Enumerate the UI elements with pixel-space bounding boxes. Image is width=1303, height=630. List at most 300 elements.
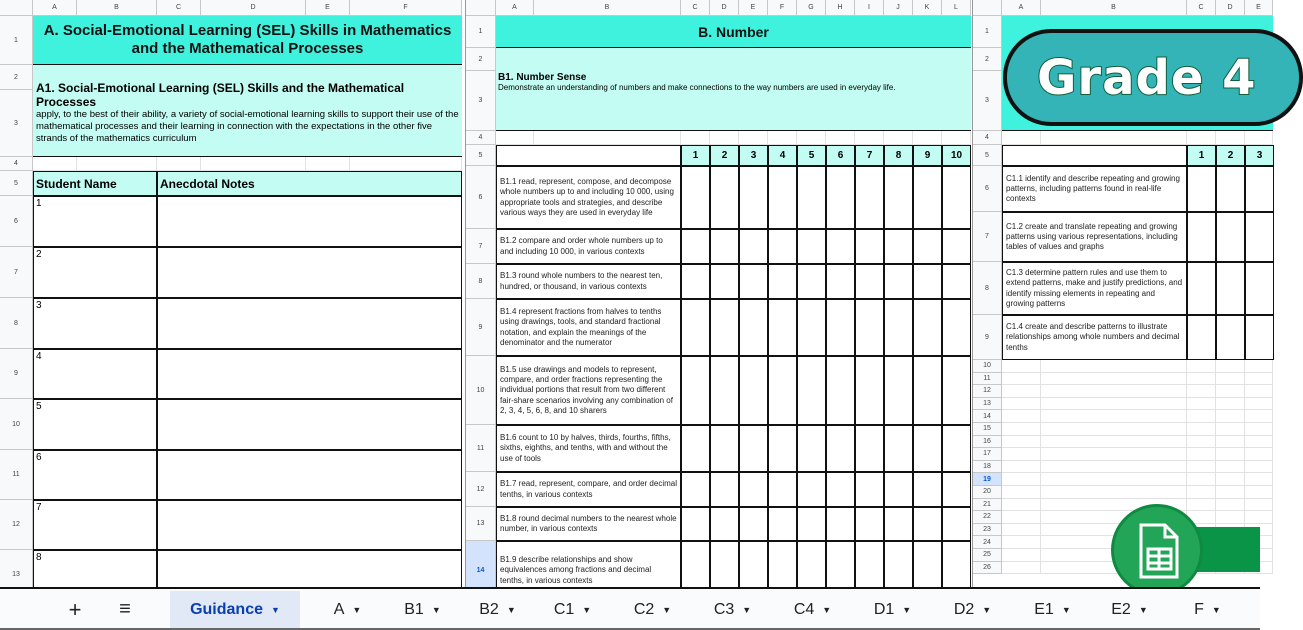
checkbox-cell[interactable]: [710, 166, 739, 229]
checkbox-cell[interactable]: [797, 507, 826, 541]
column-header-a[interactable]: A: [33, 0, 77, 16]
checkbox-cell[interactable]: [1216, 262, 1245, 315]
anecdotal-notes-cell[interactable]: [157, 500, 462, 550]
grid-cell[interactable]: [1216, 448, 1245, 461]
checkbox-cell[interactable]: [855, 166, 884, 229]
checkbox-cell[interactable]: [768, 166, 797, 229]
checkbox-cell[interactable]: [884, 425, 913, 472]
grid-cell[interactable]: [1041, 461, 1187, 474]
dropdown-arrow-icon[interactable]: ▼: [982, 604, 992, 615]
checkbox-cell[interactable]: [1187, 262, 1216, 315]
grid-cell[interactable]: [1187, 398, 1216, 411]
checkbox-cell[interactable]: [739, 472, 768, 507]
checkbox-cell[interactable]: [855, 472, 884, 507]
expectation-cell[interactable]: B1.6 count to 10 by halves, thirds, fourths, fifths, sixths, eighths, and tenths, with and without the use of tools: [496, 425, 681, 472]
sheet-tab-d2[interactable]: [935, 591, 1010, 628]
expectation-cell[interactable]: B1.7 read, represent, compare, and order decimal tenths, in various contexts: [496, 472, 681, 507]
checkbox-cell[interactable]: [768, 299, 797, 356]
column-header-k[interactable]: K: [913, 0, 942, 16]
checkbox-cell[interactable]: [942, 299, 971, 356]
checkbox-cell[interactable]: [797, 264, 826, 299]
grid-cell[interactable]: [306, 157, 350, 171]
checkbox-cell[interactable]: [913, 356, 942, 425]
grid-cell[interactable]: [1245, 423, 1273, 436]
anecdotal-notes-cell[interactable]: [157, 298, 462, 349]
grid-cell[interactable]: [1002, 461, 1041, 474]
row-header-21[interactable]: 21: [973, 499, 1002, 512]
grid-cell[interactable]: [1041, 436, 1187, 449]
grid-cell[interactable]: [1041, 448, 1187, 461]
dropdown-arrow-icon[interactable]: ▼: [902, 604, 912, 615]
checkbox-cell[interactable]: [913, 166, 942, 229]
grid-cell[interactable]: [681, 131, 710, 145]
grid-cell[interactable]: [1041, 473, 1187, 486]
checkbox-cell[interactable]: [797, 356, 826, 425]
row-header-25[interactable]: 25: [973, 549, 1002, 562]
expectation-cell[interactable]: C1.3 determine pattern rules and use them to extend patterns, make and justify predictions, and identify missing elements in repeating and growing patterns: [1002, 262, 1187, 315]
dropdown-arrow-icon[interactable]: ▼: [662, 604, 672, 615]
checkbox-cell[interactable]: [884, 229, 913, 264]
row-header-2[interactable]: 2: [973, 48, 1002, 71]
dropdown-arrow-icon[interactable]: ▼: [506, 604, 516, 615]
checkbox-cell[interactable]: [913, 299, 942, 356]
row-header-9[interactable]: 9: [466, 299, 496, 356]
row-header-11[interactable]: 11: [973, 373, 1002, 386]
checkbox-cell[interactable]: [826, 299, 855, 356]
add-sheet-button[interactable]: [60, 591, 90, 628]
grid-cell[interactable]: [1245, 473, 1273, 486]
grid-cell[interactable]: [1041, 410, 1187, 423]
grid-cell[interactable]: [1187, 461, 1216, 474]
checkbox-cell[interactable]: [681, 166, 710, 229]
row-header-19[interactable]: 19: [973, 473, 1002, 486]
column-header-e[interactable]: E: [1245, 0, 1273, 16]
grid-cell[interactable]: [1216, 131, 1245, 145]
row-header-14[interactable]: 14: [466, 541, 496, 600]
checkbox-cell[interactable]: [942, 472, 971, 507]
grid-cell[interactable]: [1187, 360, 1216, 373]
checkbox-cell[interactable]: [739, 425, 768, 472]
grid-cell[interactable]: [1041, 423, 1187, 436]
column-header-j[interactable]: J: [884, 0, 913, 16]
checkbox-cell[interactable]: [855, 507, 884, 541]
grid-cell[interactable]: [496, 131, 534, 145]
grid-cell[interactable]: [1216, 423, 1245, 436]
dropdown-arrow-icon[interactable]: ▼: [270, 604, 280, 615]
sheet-tab-e2[interactable]: [1092, 591, 1167, 628]
checkbox-cell[interactable]: [1216, 315, 1245, 360]
row-header-5[interactable]: 5: [973, 145, 1002, 166]
row-header-4[interactable]: 4: [0, 157, 33, 171]
column-header-e[interactable]: E: [306, 0, 350, 16]
checkbox-cell[interactable]: [1245, 315, 1274, 360]
row-header-7[interactable]: 7: [0, 247, 33, 298]
row-header-11[interactable]: 11: [466, 425, 496, 472]
column-header-d[interactable]: D: [201, 0, 306, 16]
grid-cell[interactable]: [1216, 511, 1245, 524]
checkbox-cell[interactable]: [710, 264, 739, 299]
checkbox-cell[interactable]: [884, 166, 913, 229]
checkbox-cell[interactable]: [826, 356, 855, 425]
sheet-tab-f[interactable]: [1170, 591, 1245, 628]
row-header-26[interactable]: 26: [973, 562, 1002, 575]
grid-cell[interactable]: [1002, 436, 1041, 449]
row-header-12[interactable]: 12: [466, 472, 496, 507]
checkbox-cell[interactable]: [913, 507, 942, 541]
column-header-d[interactable]: D: [710, 0, 739, 16]
checkbox-cell[interactable]: [739, 166, 768, 229]
expectation-cell[interactable]: C1.2 create and translate repeating and growing patterns using various representations, including tables of values and graphs: [1002, 212, 1187, 262]
column-header-d[interactable]: D: [1216, 0, 1245, 16]
checkbox-cell[interactable]: [710, 472, 739, 507]
anecdotal-notes-cell[interactable]: [157, 399, 462, 450]
expectation-cell[interactable]: B1.4 represent fractions from halves to tenths using drawings, tools, and standard fractional notation, and explain the meanings of the denominator and the numerator: [496, 299, 681, 356]
row-header-8[interactable]: 8: [0, 298, 33, 349]
checkbox-cell[interactable]: [913, 229, 942, 264]
sheet-tab-d1[interactable]: [855, 591, 930, 628]
column-header-c[interactable]: C: [157, 0, 201, 16]
checkbox-cell[interactable]: [797, 299, 826, 356]
grid-cell[interactable]: [1216, 486, 1245, 499]
grid-cell[interactable]: [1216, 473, 1245, 486]
grid-cell[interactable]: [1002, 562, 1041, 575]
checkbox-cell[interactable]: [1187, 315, 1216, 360]
checkbox-cell[interactable]: [826, 425, 855, 472]
row-header-13[interactable]: 13: [0, 550, 33, 600]
grid-cell[interactable]: [1187, 448, 1216, 461]
grid-cell[interactable]: [1187, 473, 1216, 486]
expectation-cell[interactable]: B1.1 read, represent, compose, and decompose whole numbers up to and including 10 000, using appropriate tools and strategies, and describe various ways they are used in everyday life: [496, 166, 681, 229]
row-header-6[interactable]: 6: [466, 166, 496, 229]
sheet-tab-guidance[interactable]: [170, 591, 300, 628]
row-header-1[interactable]: 1: [973, 16, 1002, 48]
column-header-b[interactable]: B: [77, 0, 157, 16]
row-header-9[interactable]: 9: [973, 315, 1002, 360]
checkbox-cell[interactable]: [797, 425, 826, 472]
sheet-tab-e1[interactable]: [1015, 591, 1090, 628]
all-sheets-button[interactable]: [110, 591, 140, 628]
anecdotal-notes-cell[interactable]: [157, 450, 462, 500]
checkbox-cell[interactable]: [826, 264, 855, 299]
checkbox-cell[interactable]: [768, 425, 797, 472]
grid-cell[interactable]: [1245, 360, 1273, 373]
row-header-4[interactable]: 4: [466, 131, 496, 145]
grid-cell[interactable]: [1002, 486, 1041, 499]
grid-cell[interactable]: [1245, 410, 1273, 423]
checkbox-cell[interactable]: [855, 356, 884, 425]
dropdown-arrow-icon[interactable]: ▼: [431, 604, 441, 615]
grid-cell[interactable]: [1245, 461, 1273, 474]
grid-cell[interactable]: [1041, 373, 1187, 386]
checkbox-cell[interactable]: [942, 166, 971, 229]
expectation-cell[interactable]: B1.5 use drawings and models to represent, compare, and order fractions representing the individual portions that result from two different fair-share scenarios involving any combination of 2, 3, 4, 5, 6, 8, and 10 sharers: [496, 356, 681, 425]
row-header-14[interactable]: 14: [973, 410, 1002, 423]
checkbox-cell[interactable]: [710, 229, 739, 264]
row-header-23[interactable]: 23: [973, 524, 1002, 537]
grid-cell[interactable]: [1002, 524, 1041, 537]
sheet-tab-c1[interactable]: [535, 591, 610, 628]
grid-cell[interactable]: [1187, 131, 1216, 145]
row-header-24[interactable]: 24: [973, 536, 1002, 549]
row-header-5[interactable]: 5: [466, 145, 496, 166]
column-header-f[interactable]: F: [350, 0, 462, 16]
grid-cell[interactable]: [1245, 385, 1273, 398]
grid-cell[interactable]: [1187, 410, 1216, 423]
checkbox-cell[interactable]: [855, 299, 884, 356]
grid-cell[interactable]: [1245, 448, 1273, 461]
checkbox-cell[interactable]: [913, 425, 942, 472]
row-header-18[interactable]: 18: [973, 461, 1002, 474]
row-header-8[interactable]: 8: [973, 262, 1002, 315]
row-header-13[interactable]: 13: [466, 507, 496, 541]
grid-cell[interactable]: [1041, 398, 1187, 411]
column-header-b[interactable]: B: [1041, 0, 1187, 16]
checkbox-cell[interactable]: [942, 425, 971, 472]
dropdown-arrow-icon[interactable]: ▼: [822, 604, 832, 615]
checkbox-cell[interactable]: [884, 472, 913, 507]
blank-header-cell[interactable]: [1002, 145, 1187, 166]
student-name-cell[interactable]: 2: [33, 247, 157, 298]
grid-cell[interactable]: [1245, 486, 1273, 499]
expectation-cell[interactable]: B1.2 compare and order whole numbers up to and including 10 000, in various contexts: [496, 229, 681, 264]
grid-cell[interactable]: [826, 131, 855, 145]
grid-cell[interactable]: [33, 157, 77, 171]
anecdotal-notes-cell[interactable]: [157, 247, 462, 298]
checkbox-cell[interactable]: [1245, 166, 1274, 212]
checkbox-cell[interactable]: [942, 229, 971, 264]
expectation-cell[interactable]: B1.9 describe relationships and show equivalences among fractions and decimal tenths, in various contexts: [496, 541, 681, 600]
dropdown-arrow-icon[interactable]: ▼: [352, 604, 362, 615]
column-header-h[interactable]: H: [826, 0, 855, 16]
checkbox-cell[interactable]: [681, 507, 710, 541]
checkbox-cell[interactable]: [855, 425, 884, 472]
student-name-cell[interactable]: 7: [33, 500, 157, 550]
row-header-1[interactable]: 1: [466, 16, 496, 48]
grid-cell[interactable]: [1002, 360, 1041, 373]
checkbox-cell[interactable]: [826, 507, 855, 541]
row-header-8[interactable]: 8: [466, 264, 496, 299]
dropdown-arrow-icon[interactable]: ▼: [742, 604, 752, 615]
row-header-5[interactable]: 5: [0, 171, 33, 196]
row-header-6[interactable]: 6: [973, 166, 1002, 212]
checkbox-cell[interactable]: [826, 472, 855, 507]
grid-cell[interactable]: [1002, 373, 1041, 386]
row-header-9[interactable]: 9: [0, 349, 33, 399]
anecdotal-notes-cell[interactable]: [157, 196, 462, 247]
sheet-tab-b1[interactable]: [385, 591, 460, 628]
column-header-b[interactable]: B: [534, 0, 681, 16]
checkbox-cell[interactable]: [884, 507, 913, 541]
grid-cell[interactable]: [1187, 423, 1216, 436]
sheet-tab-a[interactable]: [310, 591, 385, 628]
grid-cell[interactable]: [1041, 131, 1187, 145]
checkbox-cell[interactable]: [855, 229, 884, 264]
anecdotal-notes-cell[interactable]: [157, 349, 462, 399]
expectation-cell[interactable]: B1.3 round whole numbers to the nearest ten, hundred, or thousand, in various contexts: [496, 264, 681, 299]
grid-cell[interactable]: [710, 131, 739, 145]
checkbox-cell[interactable]: [710, 356, 739, 425]
checkbox-cell[interactable]: [739, 264, 768, 299]
row-header-1[interactable]: 1: [0, 16, 33, 65]
checkbox-cell[interactable]: [884, 299, 913, 356]
grid-cell[interactable]: [1216, 436, 1245, 449]
sheet-tab-c4[interactable]: [775, 591, 850, 628]
grid-cell[interactable]: [797, 131, 826, 145]
checkbox-cell[interactable]: [1187, 166, 1216, 212]
grid-cell[interactable]: [1002, 499, 1041, 512]
grid-cell[interactable]: [1245, 131, 1273, 145]
checkbox-cell[interactable]: [942, 507, 971, 541]
select-all-corner[interactable]: [973, 0, 1002, 16]
checkbox-cell[interactable]: [681, 356, 710, 425]
row-header-7[interactable]: 7: [466, 229, 496, 264]
checkbox-cell[interactable]: [826, 166, 855, 229]
sheet-tab-b2[interactable]: [460, 591, 535, 628]
row-header-3[interactable]: 3: [466, 71, 496, 131]
checkbox-cell[interactable]: [884, 356, 913, 425]
dropdown-arrow-icon[interactable]: ▼: [1211, 604, 1221, 615]
dropdown-arrow-icon[interactable]: ▼: [1138, 604, 1148, 615]
checkbox-cell[interactable]: [768, 229, 797, 264]
student-name-cell[interactable]: 8: [33, 550, 157, 600]
checkbox-cell[interactable]: [797, 472, 826, 507]
grid-cell[interactable]: [942, 131, 971, 145]
grid-cell[interactable]: [884, 131, 913, 145]
row-header-12[interactable]: 12: [0, 500, 33, 550]
grid-cell[interactable]: [739, 131, 768, 145]
checkbox-cell[interactable]: [1245, 262, 1274, 315]
sheet-tab-c3[interactable]: [695, 591, 770, 628]
checkbox-cell[interactable]: [1216, 212, 1245, 262]
row-header-3[interactable]: 3: [973, 71, 1002, 131]
grid-cell[interactable]: [1245, 398, 1273, 411]
checkbox-cell[interactable]: [884, 264, 913, 299]
grid-cell[interactable]: [1002, 385, 1041, 398]
grid-cell[interactable]: [1216, 385, 1245, 398]
student-name-cell[interactable]: 4: [33, 349, 157, 399]
grid-cell[interactable]: [1187, 486, 1216, 499]
checkbox-cell[interactable]: [768, 264, 797, 299]
checkbox-cell[interactable]: [739, 229, 768, 264]
student-name-cell[interactable]: 5: [33, 399, 157, 450]
column-header-f[interactable]: F: [768, 0, 797, 16]
row-header-22[interactable]: 22: [973, 511, 1002, 524]
grid-cell[interactable]: [1245, 499, 1273, 512]
grid-cell[interactable]: [855, 131, 884, 145]
checkbox-cell[interactable]: [710, 507, 739, 541]
grid-cell[interactable]: [1216, 360, 1245, 373]
checkbox-cell[interactable]: [681, 264, 710, 299]
row-header-17[interactable]: 17: [973, 448, 1002, 461]
grid-cell[interactable]: [1002, 536, 1041, 549]
column-header-e[interactable]: E: [739, 0, 768, 16]
grid-cell[interactable]: [1041, 486, 1187, 499]
grid-cell[interactable]: [1216, 398, 1245, 411]
grid-cell[interactable]: [1002, 410, 1041, 423]
grid-cell[interactable]: [1216, 461, 1245, 474]
row-header-2[interactable]: 2: [0, 65, 33, 90]
expectation-cell[interactable]: B1.8 round decimal numbers to the nearest whole number, in various contexts: [496, 507, 681, 541]
row-header-10[interactable]: 10: [973, 360, 1002, 373]
row-header-10[interactable]: 10: [0, 399, 33, 450]
select-all-corner[interactable]: [0, 0, 33, 16]
grid-cell[interactable]: [1216, 499, 1245, 512]
grid-cell[interactable]: [1245, 373, 1273, 386]
checkbox-cell[interactable]: [739, 507, 768, 541]
column-header-a[interactable]: A: [1002, 0, 1041, 16]
grid-cell[interactable]: [913, 131, 942, 145]
checkbox-cell[interactable]: [768, 507, 797, 541]
column-header-a[interactable]: A: [496, 0, 534, 16]
grid-cell[interactable]: [1187, 373, 1216, 386]
grid-cell[interactable]: [1002, 398, 1041, 411]
grid-cell[interactable]: [157, 157, 201, 171]
grid-cell[interactable]: [534, 131, 681, 145]
checkbox-cell[interactable]: [855, 264, 884, 299]
grid-cell[interactable]: [1041, 360, 1187, 373]
grid-cell[interactable]: [201, 157, 306, 171]
grid-cell[interactable]: [1216, 410, 1245, 423]
checkbox-cell[interactable]: [1187, 212, 1216, 262]
grid-cell[interactable]: [1002, 473, 1041, 486]
row-header-15[interactable]: 15: [973, 423, 1002, 436]
row-header-3[interactable]: 3: [0, 90, 33, 157]
column-header-c[interactable]: C: [1187, 0, 1216, 16]
checkbox-cell[interactable]: [739, 299, 768, 356]
checkbox-cell[interactable]: [768, 472, 797, 507]
checkbox-cell[interactable]: [826, 229, 855, 264]
row-header-12[interactable]: 12: [973, 385, 1002, 398]
checkbox-cell[interactable]: [913, 264, 942, 299]
checkbox-cell[interactable]: [797, 229, 826, 264]
column-header-l[interactable]: L: [942, 0, 971, 16]
grid-cell[interactable]: [1245, 436, 1273, 449]
grid-cell[interactable]: [1002, 511, 1041, 524]
checkbox-cell[interactable]: [681, 229, 710, 264]
grid-cell[interactable]: [350, 157, 462, 171]
column-header-i[interactable]: I: [855, 0, 884, 16]
checkbox-cell[interactable]: [913, 472, 942, 507]
grid-cell[interactable]: [768, 131, 797, 145]
column-header-c[interactable]: C: [681, 0, 710, 16]
checkbox-cell[interactable]: [768, 356, 797, 425]
select-all-corner[interactable]: [466, 0, 496, 16]
grid-cell[interactable]: [1187, 385, 1216, 398]
student-name-cell[interactable]: 3: [33, 298, 157, 349]
checkbox-cell[interactable]: [710, 299, 739, 356]
row-header-6[interactable]: 6: [0, 196, 33, 247]
checkbox-cell[interactable]: [681, 299, 710, 356]
grid-cell[interactable]: [77, 157, 157, 171]
row-header-10[interactable]: 10: [466, 356, 496, 425]
checkbox-cell[interactable]: [797, 166, 826, 229]
checkbox-cell[interactable]: [681, 425, 710, 472]
row-header-4[interactable]: 4: [973, 131, 1002, 145]
checkbox-cell[interactable]: [942, 264, 971, 299]
row-header-11[interactable]: 11: [0, 450, 33, 500]
grid-cell[interactable]: [1002, 549, 1041, 562]
row-header-20[interactable]: 20: [973, 486, 1002, 499]
student-name-cell[interactable]: 1: [33, 196, 157, 247]
student-name-cell[interactable]: 6: [33, 450, 157, 500]
grid-cell[interactable]: [1216, 373, 1245, 386]
grid-cell[interactable]: [1187, 436, 1216, 449]
dropdown-arrow-icon[interactable]: ▼: [1061, 604, 1071, 615]
row-header-16[interactable]: 16: [973, 436, 1002, 449]
grid-cell[interactable]: [1002, 448, 1041, 461]
grid-cell[interactable]: [1002, 131, 1041, 145]
dropdown-arrow-icon[interactable]: ▼: [582, 604, 592, 615]
